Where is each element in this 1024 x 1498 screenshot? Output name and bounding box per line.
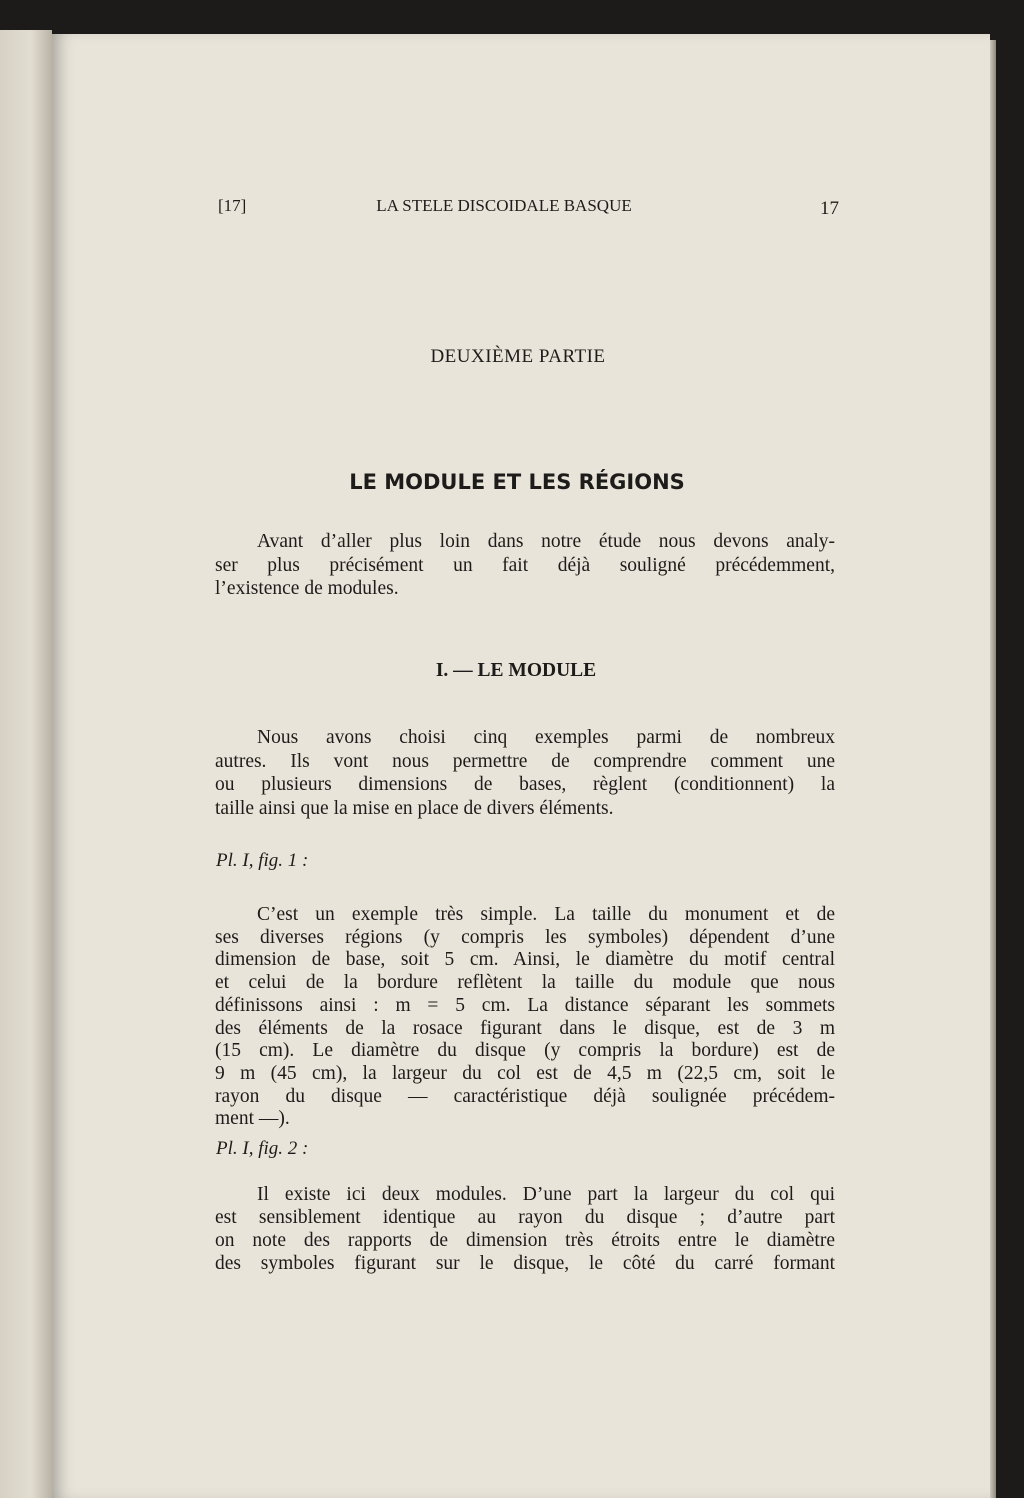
chapter-title: LE MODULE ET LES RÉGIONS	[349, 470, 685, 494]
section-title	[4, 660, 1024, 682]
text-line: C’est un exemple très simple. La taille du monument et de	[257, 904, 835, 925]
text-line: des éléments de la rosace figurant dans le disque, est de 3 m	[215, 1017, 835, 1039]
text-line: Nous avons choisi cinq exemples parmi de nombreux	[257, 727, 835, 748]
figure-1-label: Pl. I, fig. 1 :	[216, 850, 309, 871]
figure-2-label: Pl. I, fig. 2 :	[216, 1138, 309, 1159]
text-line: ser plus précisément un fait déjà souligné précédemment,	[215, 554, 835, 576]
section-title-text: I. — LE MODULE	[435, 660, 597, 681]
text-line: autres. Ils vont nous permettre de comprendre comment une	[215, 750, 835, 772]
page-number: 17	[820, 198, 839, 219]
text-line: taille ainsi que la mise en place de divers éléments.	[215, 797, 614, 819]
text-line: (15 cm). Le diamètre du disque (y compris la bordure) est de	[215, 1040, 835, 1062]
text-line: dimension de base, soit 5 cm. Ainsi, le diamètre du motif central	[215, 949, 835, 971]
running-title: LA STELE DISCOIDALE BASQUE	[376, 196, 632, 215]
part-title: DEUXIÈME PARTIE	[430, 346, 606, 367]
text-line: définissons ainsi : m = 5 cm. La distance séparant les sommets	[215, 994, 835, 1016]
text-line: on note des rapports de dimension très étroits entre le diamètre	[215, 1230, 835, 1251]
text-line: et celui de la bordure reflètent la taille du module que nous	[215, 972, 835, 994]
page-stack-edge	[990, 40, 996, 1498]
text-line: des symboles figurant sur le disque, le côté du carré formant	[215, 1253, 835, 1274]
text-line: est sensiblement identique au rayon du disque ; d’autre part	[215, 1207, 835, 1228]
text-line: rayon du disque — caractéristique déjà soulignée précédem-	[215, 1085, 835, 1107]
text-line: ou plusieurs dimensions de bases, règlent (conditionnent) la	[215, 774, 835, 795]
text-line: Il existe ici deux modules. D’une part la largeur du col qui	[257, 1184, 835, 1205]
text-line: Avant d’aller plus loin dans notre étude nous devons analy-	[257, 531, 835, 552]
text-line: l’existence de modules.	[215, 578, 399, 599]
facing-page-edge	[0, 30, 52, 1498]
header-bracket-number: [17]	[218, 196, 247, 215]
text-line: ses diverses régions (y compris les symboles) dépendent d’une	[215, 926, 835, 948]
text-line: ment —).	[215, 1108, 290, 1130]
text-line: 9 m (45 cm), la largeur du col est de 4,5 m (22,5 cm, soit le	[215, 1062, 835, 1084]
